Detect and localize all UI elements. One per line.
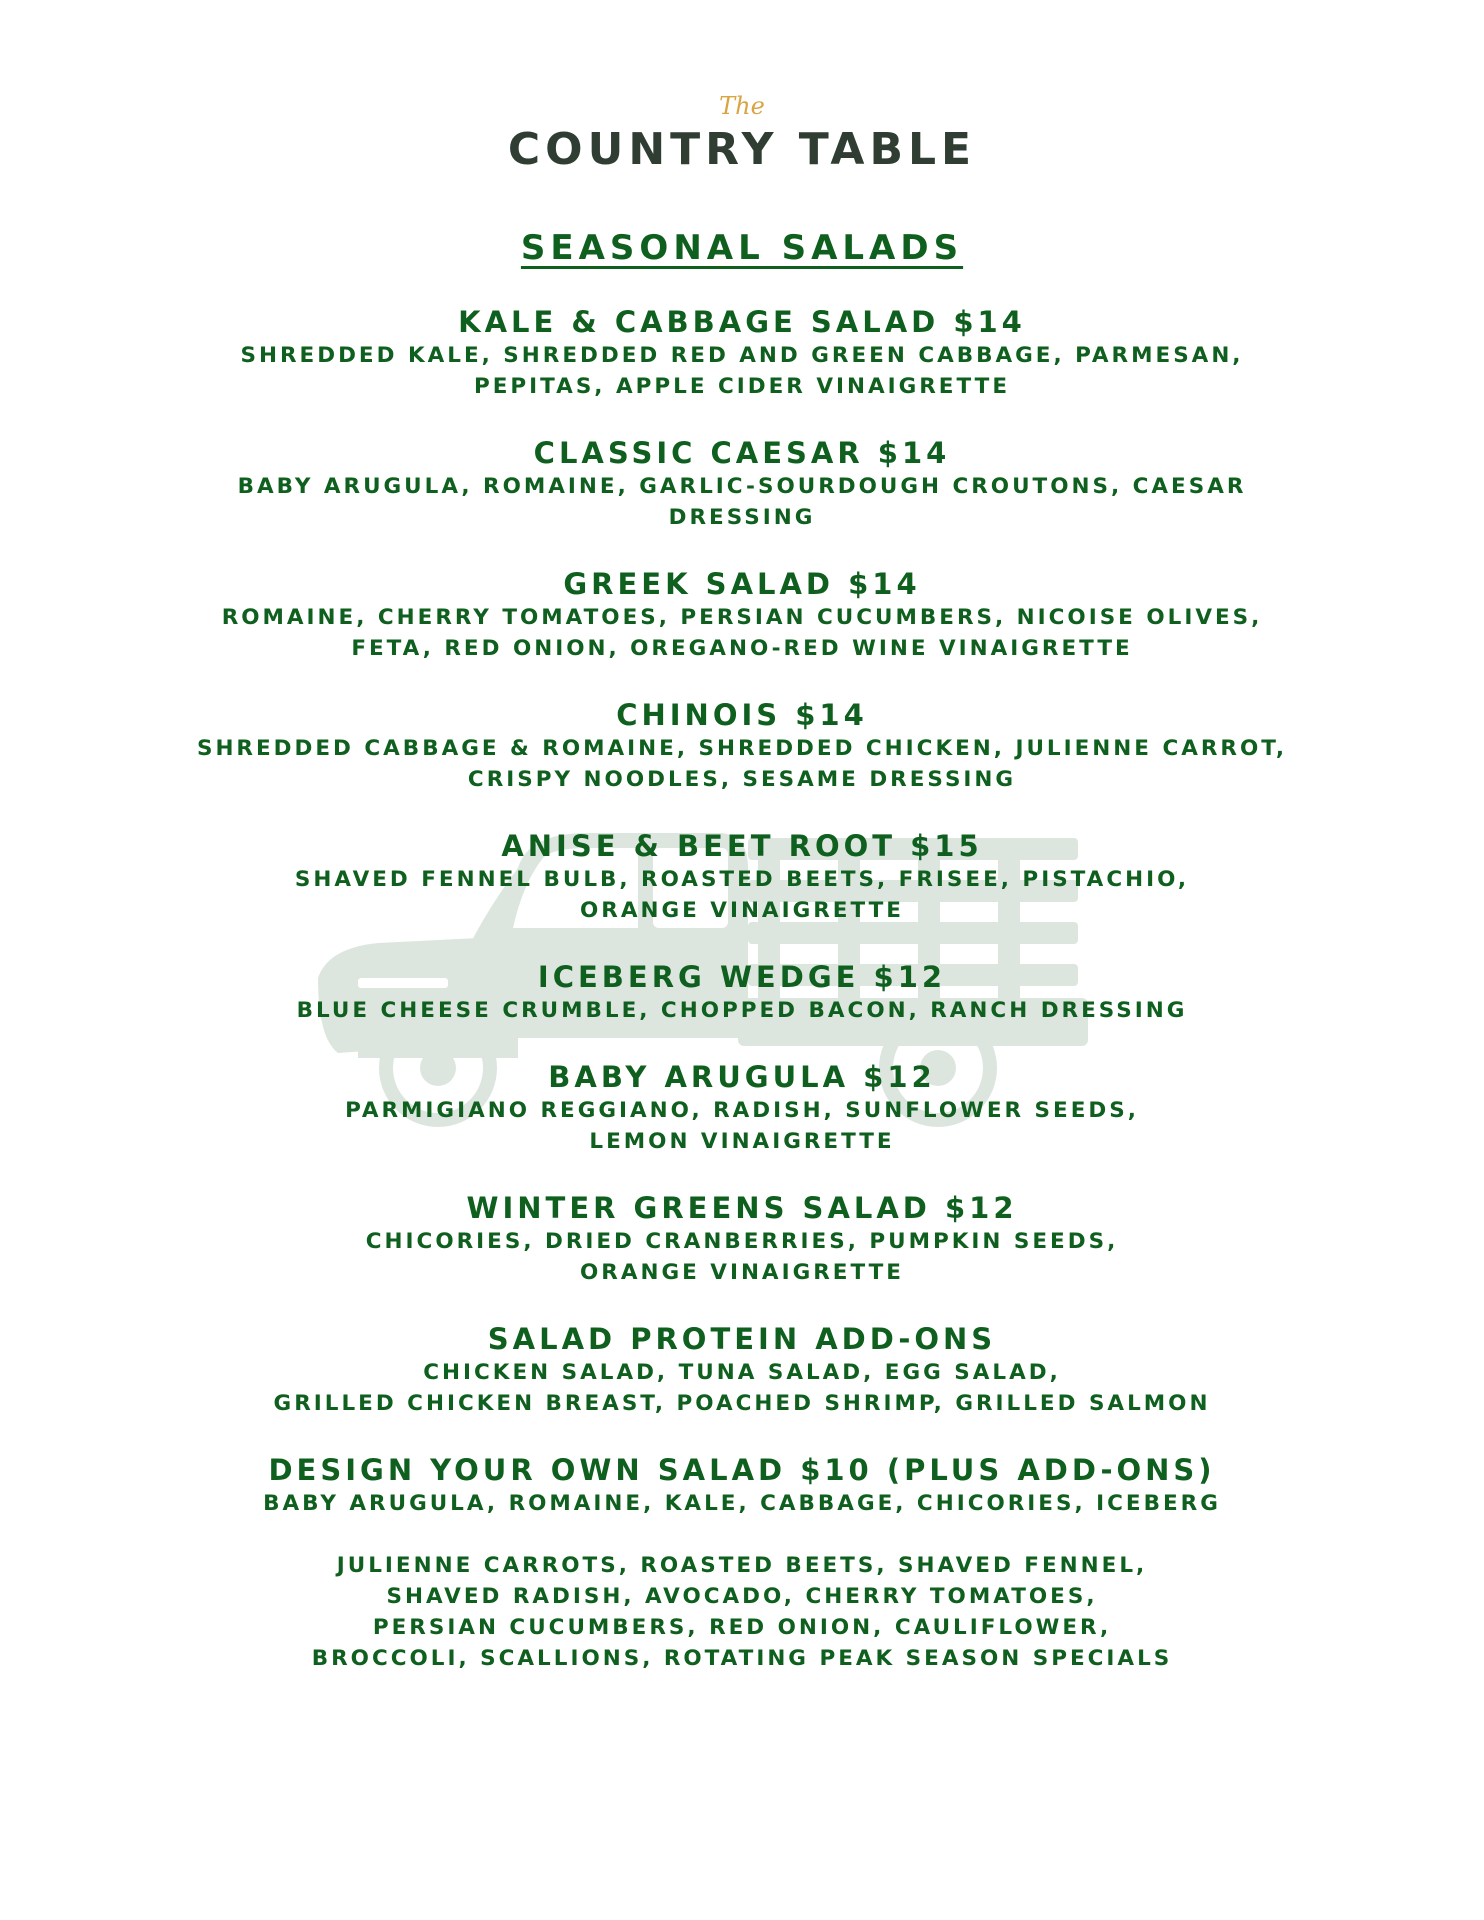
menu-item-description: SHREDDED CABBAGE & ROMAINE, SHREDDED CHICKEN, JULIENNE CARROT, CRISPY NOODLES, SESAME DRESSING (196, 736, 1288, 792)
brand-prefix: The (719, 92, 765, 120)
menu-item (0, 1190, 1484, 1288)
menu-item-name: WINTER GREENS SALAD $12 (466, 1191, 1018, 1225)
menu-item-name: DESIGN YOUR OWN SALAD $10 (PLUS ADD-ONS) (268, 1453, 1216, 1487)
brand-name: COUNTRY TABLE (507, 124, 977, 175)
menu-item (0, 1321, 1484, 1419)
menu-item (0, 697, 1484, 795)
section-title: SEASONAL SALADS (520, 228, 964, 268)
menu-items (0, 304, 1484, 1674)
menu-item (0, 1059, 1484, 1157)
menu-item-name: ICEBERG WEDGE $12 (537, 960, 947, 994)
menu-item-name: KALE & CABBAGE SALAD $14 (458, 305, 1026, 339)
menu-item-name: GREEK SALAD $14 (563, 567, 921, 601)
menu-item-description: CHICKEN SALAD, TUNA SALAD, EGG SALAD, GRILLED CHICKEN BREAST, POACHED SHRIMP, GRILLED SALMON (273, 1360, 1211, 1416)
menu-item-description: PARMIGIANO REGGIANO, RADISH, SUNFLOWER SEEDS, LEMON VINAIGRETTE (345, 1098, 1139, 1154)
menu-item (0, 959, 1484, 1026)
restaurant-logo (0, 92, 1484, 176)
menu-item-description: SHREDDED KALE, SHREDDED RED AND GREEN CABBAGE, PARMESAN, PEPITAS, APPLE CIDER VINAIGRETTE (240, 343, 1244, 399)
menu-item-description: CHICORIES, DRIED CRANBERRIES, PUMPKIN SEEDS, ORANGE VINAIGRETTE (365, 1229, 1119, 1285)
menu-item (0, 566, 1484, 664)
menu-item (0, 304, 1484, 402)
menu-item (0, 828, 1484, 926)
menu-item (0, 1452, 1484, 1519)
menu-item-description: BABY ARUGULA, ROMAINE, KALE, CABBAGE, CHICORIES, ICEBERG (263, 1491, 1221, 1516)
menu-item-description: SHAVED FENNEL BULB, ROASTED BEETS, FRISEE, PISTACHIO, ORANGE VINAIGRETTE (294, 867, 1190, 923)
menu-item-name: CLASSIC CAESAR $14 (533, 436, 951, 470)
menu-item-description: BLUE CHEESE CRUMBLE, CHOPPED BACON, RANCH DRESSING (296, 998, 1188, 1023)
menu-item-name: CHINOIS $14 (616, 698, 868, 732)
menu-item-name: ANISE & BEET ROOT $15 (501, 829, 983, 863)
menu-item-description: BABY ARUGULA, ROMAINE, GARLIC-SOURDOUGH CROUTONS, CAESAR DRESSING (237, 474, 1247, 530)
toppings-list: JULIENNE CARROTS, ROASTED BEETS, SHAVED FENNEL, SHAVED RADISH, AVOCADO, CHERRY TOMATOES, PERSIAN CUCUMBERS, RED ONION, CAULIFLOWER, BROCCOLI, SCALLIONS, ROTATING PEAK SEASON SPECIALS (311, 1553, 1173, 1671)
menu-item (0, 435, 1484, 533)
menu-item-description: ROMAINE, CHERRY TOMATOES, PERSIAN CUCUMBERS, NICOISE OLIVES, FETA, RED ONION, OREGANO-RED WINE VINAIGRETTE (221, 605, 1263, 661)
menu-item-name: BABY ARUGULA $12 (548, 1060, 936, 1094)
menu-item-name: SALAD PROTEIN ADD-ONS (487, 1322, 997, 1356)
